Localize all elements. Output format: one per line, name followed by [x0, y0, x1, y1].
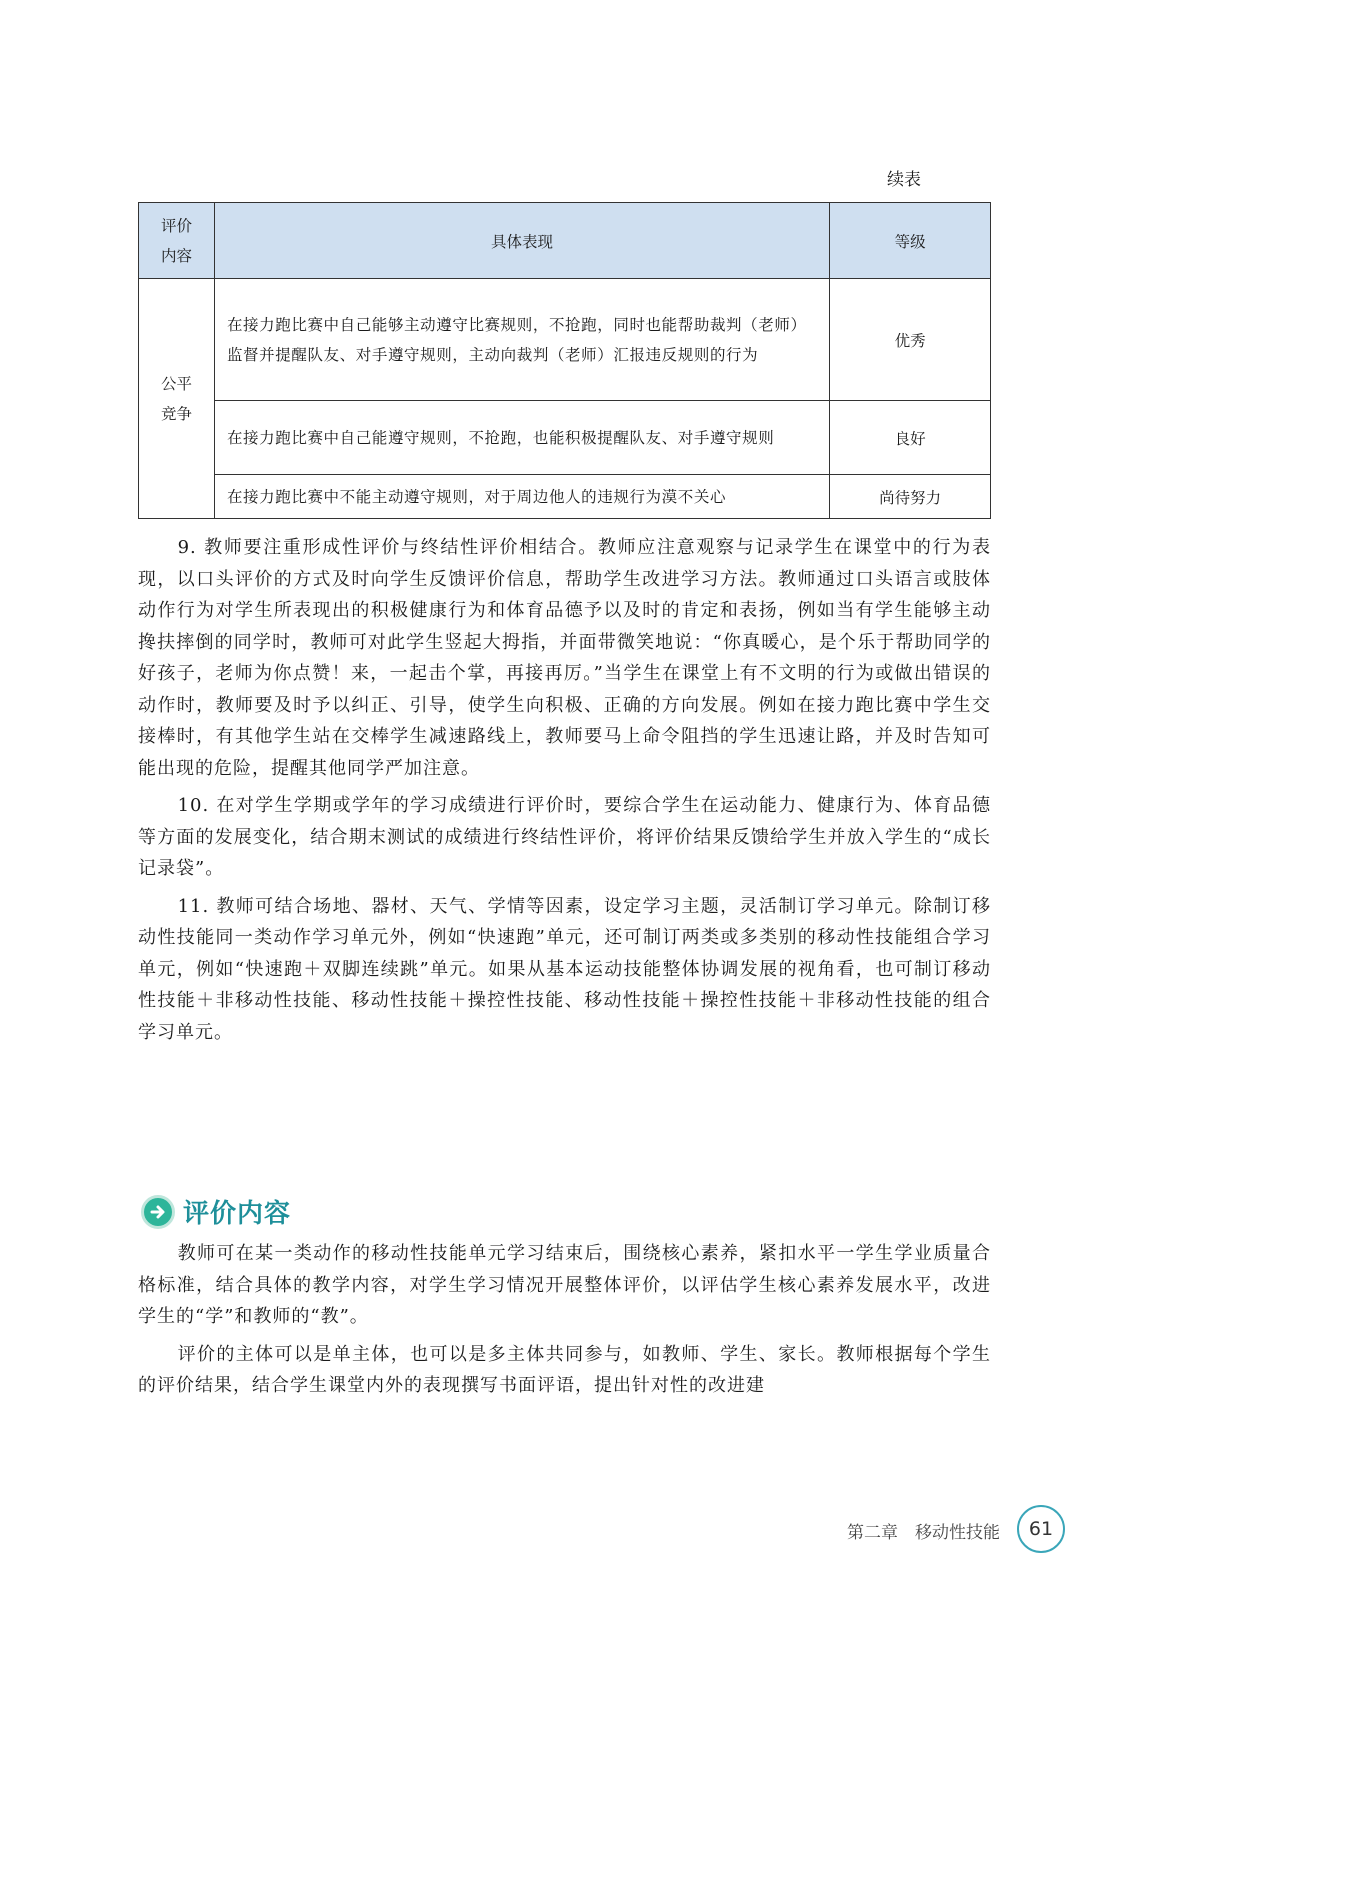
section-title: 评价内容 [183, 1199, 292, 1229]
table-row [139, 401, 991, 475]
category-text: 公平竞争 [160, 374, 192, 423]
chapter-footer: 第二章 移动性技能 [847, 1523, 1000, 1543]
row-level: 优秀 [830, 279, 991, 401]
arrow-right-circle-icon [141, 1195, 175, 1229]
paragraph-11: 11. 教师可结合场地、器材、天气、学情等因素，设定学习主题，灵活制订学习单元。除制订移动性技能同一类动作学习单元外，例如“快速跑”单元，还可制订两类或多类别的移动性技能组合学习单元，例如“快速跑＋双脚连续跳”单元。如果从基本运动技能整体协调发展的视角看，也可制订移动性技能＋非移动性技能、移动性技能＋操控性技能、移动性技能＋操控性技能＋非移动性技能的组合学习单元。 [138, 895, 991, 1043]
header-content-text: 评价内容 [160, 216, 192, 265]
header-content [139, 203, 215, 279]
page-number: 61 [1017, 1505, 1065, 1553]
category-cell [139, 279, 215, 519]
body-text [138, 532, 991, 1048]
paragraph-9: 9. 教师要注重形成性评价与终结性评价相结合。教师应注意观察与记录学生在课堂中的行为表现，以口头评价的方式及时向学生反馈评价信息，帮助学生改进学习方法。教师通过口头语言或肢体动作行为对学生所表现出的积极健康行为和体育品德予以及时的肯定和表扬，例如当有学生能够主动搀扶摔倒的同学时，教师可对此学生竖起大拇指，并面带微笑地说：“你真暖心，是个乐于帮助同学的好孩子，老师为你点赞！来，一起击个掌，再接再厉。”当学生在课堂上有不文明的行为或做出错误的动作时，教师要及时予以纠正、引导，使学生向积极、正确的方向发展。例如在接力跑比赛中学生交接棒时，有其他学生站在交棒学生减速路线上，教师要马上命令阻挡的学生迅速让路，并及时告知可能出现的危险，提醒其他同学严加注意。 [138, 537, 991, 779]
evaluation-table [138, 202, 991, 519]
section-body [138, 1238, 991, 1402]
row-level: 良好 [830, 401, 991, 475]
table-header-row [139, 203, 991, 279]
row-description: 在接力跑比赛中自己能够主动遵守比赛规则，不抢跑，同时也能帮助裁判（老师）监督并提醒队友、对手遵守规则，主动向裁判（老师）汇报违反规则的行为 [214, 279, 829, 401]
row-description: 在接力跑比赛中不能主动遵守规则，对于周边他人的违规行为漠不关心 [214, 475, 829, 519]
section-paragraph: 教师可在某一类动作的移动性技能单元学习结束后，围绕核心素养，紧扣水平一学生学业质量合格标准，结合具体的教学内容，对学生学习情况开展整体评价，以评估学生核心素养发展水平，改进学生的“学”和教师的“教”。 [138, 1243, 991, 1327]
table-row [139, 475, 991, 519]
table-row [139, 279, 991, 401]
row-description: 在接力跑比赛中自己能遵守规则，不抢跑，也能积极提醒队友、对手遵守规则 [214, 401, 829, 475]
header-level: 等级 [830, 203, 991, 279]
header-description: 具体表现 [214, 203, 829, 279]
section-paragraph: 评价的主体可以是单主体，也可以是多主体共同参与，如教师、学生、家长。教师根据每个学生的评价结果，结合学生课堂内外的表现撰写书面评语，提出针对性的改进建 [138, 1343, 991, 1396]
continued-label: 续表 [887, 170, 921, 190]
section-heading [141, 1193, 291, 1230]
row-level: 尚待努力 [830, 475, 991, 519]
paragraph-10: 10. 在对学生学期或学年的学习成绩进行评价时，要综合学生在运动能力、健康行为、体育品德等方面的发展变化，结合期末测试的成绩进行终结性评价，将评价结果反馈给学生并放入学生的“成长记录袋”。 [138, 795, 991, 879]
